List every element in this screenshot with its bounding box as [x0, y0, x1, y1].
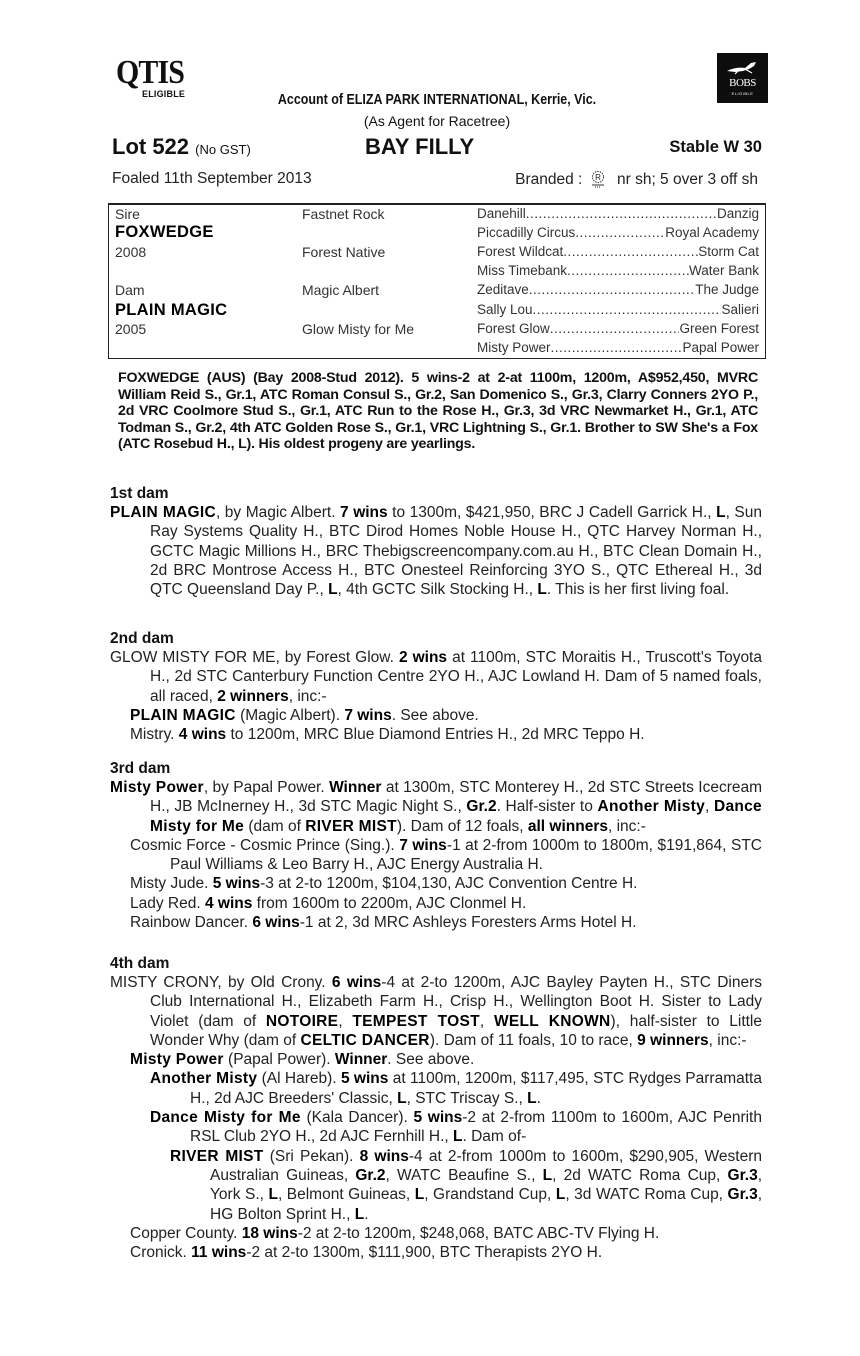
section-heading: 2nd dam	[110, 630, 174, 647]
dam-record: MISTY CRONY, by Old Crony. 6 wins-4 at 2-to 1200m, AJC Bayley Payten H., STC Diners Club International H., Elizabeth Farm H., Crisp H., Wellington Boot H. Sister to Lady Violet (dam of NOTOIRE, TEMPEST TOST, WELL KNOWN), half-sister to Little Wonder Why (dam of CELTIC DANCER). Dam of 11 foals, 10 to race, 9 winners, inc:-	[110, 974, 762, 1049]
horse-icon	[725, 59, 759, 75]
gp-left: Zeditave	[477, 282, 529, 297]
gp-right: Danzig	[716, 206, 759, 221]
bobs-logo-sub: ELIGIBLE	[731, 91, 754, 96]
sire-summary: FOXWEDGE (AUS) (Bay 2008-Stud 2012). 5 wins-2 at 2-at 1100m, 1200m, A$952,450, MVRC William Reid S., Gr.1, ATC Roman Consul S., Gr.2, San Domenico S., Gr.3, Clarry Conners 2YO P., 2d VRC Coolmore Stud S., Gr.1, ATC Run to the Rose H., Gr.3, 3d VRC Newmarket H., Gr.1, ATC Todman S., Gr.2, 4th ATC Golden Rose S., Gr.1, VRC Lightning S., Gr.1. Brother to SW She's a Fox (ATC Rosebud H., L). His oldest progeny are yearlings.	[118, 370, 758, 453]
progeny-item: Misty Jude. 5 wins-3 at 2-to 1200m, $104,130, AJC Convention Centre H.	[130, 875, 638, 893]
branded-info	[515, 170, 758, 190]
leader-dots	[567, 263, 689, 278]
section-heading: 1st dam	[110, 485, 169, 502]
fourth-dam-section	[110, 955, 762, 1262]
foaled-date: Foaled 11th September 2013	[112, 170, 312, 187]
dam-sire: Magic Albert	[302, 282, 380, 298]
stable-number: Stable W 30	[669, 138, 762, 156]
gp-right: Green Forest	[679, 321, 759, 336]
progeny-item: PLAIN MAGIC (Magic Albert). 7 wins. See above.	[130, 706, 479, 724]
section-heading: 3rd dam	[110, 760, 171, 777]
lot-label: Lot 522	[112, 134, 190, 159]
third-dam-section	[110, 760, 762, 932]
leader-dots	[575, 225, 665, 240]
gp-left: Miss Timebank	[477, 263, 568, 278]
gp-right: The Judge	[695, 282, 759, 297]
progeny-item: Another Misty (Al Hareb). 5 wins at 1100m, 1200m, $117,495, STC Rydges Parramatta H., 2d AJC Breeders' Classic, L, STC Triscay S., L.	[150, 1070, 762, 1107]
dam-record: PLAIN MAGIC, by Magic Albert. 7 wins to 1300m, $421,950, BRC J Cadell Garrick H., L, Sun Ray Systems Quality H., BTC Dirod Homes Noble House H., QTC Harvey Norman H., GCTC Magic Millions H., BRC Thebigscreencompany.com.au H., BTC Clean Domain H., 2d BRC Montrose Access H., BTC Onesteel Reinforcing 3YO S., QTC Ethereal H., 3d QTC Queensland Day P., L, 4th GCTC Silk Stocking H., L. This is her first living foal.	[110, 504, 762, 599]
leader-dots	[529, 282, 695, 297]
progeny-item: Dance Misty for Me (Kala Dancer). 5 wins-2 at 2-from 1100m to 1600m, AJC Penrith RSL Club 2YO H., 2d AJC Fernhill H., L. Dam of-	[150, 1109, 762, 1146]
progeny-item: RIVER MIST (Sri Pekan). 8 wins-4 at 2-from 1000m to 1600m, $290,905, Western Australian Guineas, Gr.2, WATC Beaufine S., L, 2d WATC Roma Cup, Gr.3, York S., L, Belmont Guineas, L, Grandstand Cup, L, 3d WATC Roma Cup, Gr.3, HG Bolton Sprint H., L.	[170, 1147, 763, 1223]
grandparent-row	[477, 282, 759, 297]
svg-text:R: R	[594, 173, 601, 182]
second-dam-section	[110, 630, 762, 744]
gp-left: Danehill	[477, 206, 526, 221]
qtis-logo-sub: ELIGIBLE	[142, 89, 186, 99]
gp-left: Sally Lou	[477, 302, 533, 317]
first-dam-section	[110, 485, 762, 599]
gp-right: Royal Academy	[665, 225, 759, 240]
progeny-item: Rainbow Dancer. 6 wins-1 at 2, 3d MRC Ashleys Foresters Arms Hotel H.	[130, 914, 637, 932]
grandparent-row	[477, 302, 759, 317]
sire-year: 2008	[115, 244, 147, 260]
branded-detail: nr sh; 5 over 3 off sh	[616, 171, 758, 188]
brand-mark-icon	[589, 170, 607, 190]
progeny-item: Copper County. 18 wins-2 at 2-to 1200m, $248,068, BATC ABC-TV Flying H.	[130, 1224, 660, 1242]
leader-dots	[550, 321, 680, 336]
sire-name: FOXWEDGE	[115, 223, 214, 241]
grandparent-row	[477, 263, 759, 278]
sire-sire: Fastnet Rock	[302, 206, 385, 222]
grandparent-row	[477, 225, 759, 240]
qtis-logo-word: QTIS	[116, 54, 184, 91]
section-heading: 4th dam	[110, 955, 170, 972]
pedigree-table	[108, 203, 766, 359]
progeny-item: Lady Red. 4 wins from 1600m to 2200m, AJC Clonmel H.	[130, 894, 527, 912]
horse-description: BAY FILLY	[365, 134, 475, 159]
dam-record: Misty Power, by Papal Power. Winner at 1300m, STC Monterey H., 2d STC Streets Icecream H., JB McInerney H., 3d STC Magic Night S., Gr.2. Half-sister to Another Misty, Dance Misty for Me (dam of RIVER MIST). Dam of 12 foals, all winners, inc:-	[110, 779, 763, 835]
leader-dots	[533, 302, 722, 317]
grandparent-row	[477, 340, 759, 355]
leader-dots	[551, 340, 683, 355]
dam-dam: Glow Misty for Me	[302, 321, 415, 337]
branded-label: Branded :	[515, 171, 583, 188]
dam-year: 2005	[115, 321, 147, 337]
gp-right: Water Bank	[688, 263, 759, 278]
grandparent-row	[477, 321, 759, 336]
agent-note: (As Agent for Racetree)	[363, 113, 511, 129]
bobs-logo-word: BOBS	[729, 77, 756, 89]
gp-right: Storm Cat	[698, 244, 759, 259]
gp-right: Salieri	[721, 302, 759, 317]
gp-left: Misty Power	[477, 340, 551, 355]
lot-row	[112, 134, 762, 162]
lot-number	[112, 134, 251, 160]
gp-right: Papal Power	[682, 340, 759, 355]
progeny-item: Cosmic Force - Cosmic Prince (Sing.). 7 wins-1 at 2-from 1000m to 1800m, $191,864, STC Paul Williams & Leo Barry H., AJC Energy Australia H.	[130, 836, 762, 874]
gp-left: Forest Glow	[477, 321, 550, 336]
dam-label: Dam	[115, 282, 145, 298]
gst-note: (No GST)	[195, 142, 251, 157]
grandparent-row	[477, 244, 759, 259]
leader-dots	[526, 206, 717, 221]
leader-dots	[563, 244, 698, 259]
progeny-item: Cronick. 11 wins-2 at 2-to 1300m, $111,900, BTC Therapists 2YO H.	[130, 1244, 603, 1262]
sire-dam: Forest Native	[302, 244, 386, 260]
dam-record: GLOW MISTY FOR ME, by Forest Glow. 2 wins at 1100m, STC Moraitis H., Truscott's Toyota H., 2d STC Canterbury Function Centre 2YO H., AJC Lowland H. Dam of 5 named foals, all raced, 2 winners, inc:-	[110, 649, 762, 705]
progeny-item: Misty Power (Papal Power). Winner. See above.	[130, 1051, 475, 1069]
grandparent-row	[477, 206, 759, 221]
dam-name: PLAIN MAGIC	[115, 301, 228, 319]
vendor-account: Account of ELIZA PARK INTERNATIONAL, Kerrie, Vic.	[277, 92, 597, 108]
sire-label: Sire	[115, 206, 140, 222]
gp-left: Forest Wildcat	[477, 244, 564, 259]
progeny-item: Mistry. 4 wins to 1200m, MRC Blue Diamond Entries H., 2d MRC Teppo H.	[130, 726, 645, 744]
gp-left: Piccadilly Circus	[477, 225, 576, 240]
